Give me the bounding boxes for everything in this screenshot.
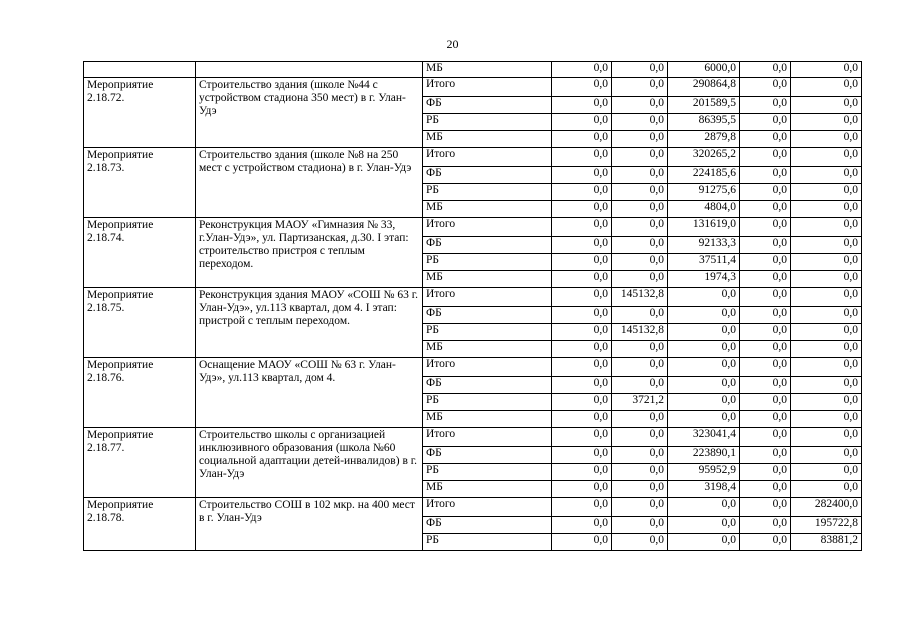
- value-cell: 0,0: [612, 167, 668, 184]
- value-cell: 0,0: [740, 288, 791, 307]
- value-cell: 0,0: [740, 97, 791, 114]
- value-cell: 91275,6: [668, 184, 740, 201]
- value-cell: 0,0: [791, 464, 862, 481]
- table-row: [84, 498, 862, 517]
- value-cell: 0,0: [668, 498, 740, 517]
- value-cell: 0,0: [791, 237, 862, 254]
- funding-source: МБ: [423, 481, 552, 498]
- value-cell: 0,0: [612, 498, 668, 517]
- measure-name: Мероприятие 2.18.74.: [84, 218, 196, 288]
- value-cell: 0,0: [791, 148, 862, 167]
- value-cell: 0,0: [740, 481, 791, 498]
- value-cell: 4804,0: [668, 201, 740, 218]
- funding-source: ФБ: [423, 307, 552, 324]
- value-cell: 0,0: [740, 498, 791, 517]
- value-cell: 0,0: [791, 481, 862, 498]
- value-cell: 0,0: [740, 394, 791, 411]
- value-cell: 0,0: [612, 411, 668, 428]
- value-cell: 0,0: [791, 131, 862, 148]
- value-cell: 0,0: [791, 97, 862, 114]
- value-cell: 0,0: [612, 481, 668, 498]
- value-cell: 0,0: [740, 218, 791, 237]
- value-cell: 0,0: [552, 358, 612, 377]
- value-cell: 0,0: [552, 237, 612, 254]
- funding-source: Итого: [423, 498, 552, 517]
- value-cell: 0,0: [740, 201, 791, 218]
- value-cell: 0,0: [740, 184, 791, 201]
- value-cell: 0,0: [552, 481, 612, 498]
- value-cell: 0,0: [791, 447, 862, 464]
- value-cell: 0,0: [791, 78, 862, 97]
- value-cell: 0,0: [612, 184, 668, 201]
- value-cell: 3721,2: [612, 394, 668, 411]
- value-cell: 0,0: [552, 218, 612, 237]
- budget-table: [83, 61, 862, 551]
- value-cell: 0,0: [552, 534, 612, 551]
- funding-source: ФБ: [423, 377, 552, 394]
- value-cell: 0,0: [552, 517, 612, 534]
- measure-description: Строительство здания (школе №8 на 250 мест с устройством стадиона) в г. Улан-Удэ: [196, 148, 423, 218]
- table-body: [84, 62, 862, 551]
- funding-source: Итого: [423, 78, 552, 97]
- measure-name: Мероприятие 2.18.76.: [84, 358, 196, 428]
- funding-source: РБ: [423, 184, 552, 201]
- value-cell: 0,0: [612, 97, 668, 114]
- value-cell: 0,0: [740, 324, 791, 341]
- value-cell: 0,0: [552, 464, 612, 481]
- value-cell: 0,0: [612, 131, 668, 148]
- funding-source: МБ: [423, 62, 552, 78]
- value-cell: 0,0: [612, 78, 668, 97]
- value-cell: 0,0: [740, 78, 791, 97]
- value-cell: 0,0: [552, 271, 612, 288]
- value-cell: 0,0: [612, 114, 668, 131]
- table-row: [84, 148, 862, 167]
- measure-description: Реконструкция здания МАОУ «СОШ № 63 г. Улан-Удэ», ул.113 квартал, дом 4. I этап: пристрой с теплым переходом.: [196, 288, 423, 358]
- value-cell: 0,0: [740, 358, 791, 377]
- value-cell: 0,0: [791, 62, 862, 78]
- value-cell: 145132,8: [612, 324, 668, 341]
- value-cell: 0,0: [552, 394, 612, 411]
- value-cell: 0,0: [612, 428, 668, 447]
- value-cell: 0,0: [612, 341, 668, 358]
- value-cell: 0,0: [552, 428, 612, 447]
- measure-description: Строительство СОШ в 102 мкр. на 400 мест в г. Улан-Удэ: [196, 498, 423, 551]
- value-cell: 0,0: [612, 62, 668, 78]
- value-cell: 0,0: [791, 184, 862, 201]
- value-cell: 0,0: [668, 411, 740, 428]
- value-cell: 0,0: [740, 341, 791, 358]
- value-cell: 2879,8: [668, 131, 740, 148]
- value-cell: 0,0: [791, 114, 862, 131]
- value-cell: 201589,5: [668, 97, 740, 114]
- value-cell: 0,0: [740, 237, 791, 254]
- value-cell: 37511,4: [668, 254, 740, 271]
- table-row: [84, 428, 862, 447]
- value-cell: 0,0: [791, 394, 862, 411]
- funding-source: МБ: [423, 411, 552, 428]
- value-cell: 0,0: [552, 131, 612, 148]
- value-cell: 0,0: [612, 254, 668, 271]
- value-cell: 0,0: [740, 271, 791, 288]
- measure-name: Мероприятие 2.18.78.: [84, 498, 196, 551]
- value-cell: 323041,4: [668, 428, 740, 447]
- funding-source: РБ: [423, 464, 552, 481]
- funding-source: РБ: [423, 534, 552, 551]
- value-cell: 0,0: [791, 307, 862, 324]
- value-cell: 0,0: [668, 377, 740, 394]
- value-cell: 0,0: [552, 184, 612, 201]
- value-cell: 0,0: [612, 307, 668, 324]
- funding-source: РБ: [423, 394, 552, 411]
- value-cell: 0,0: [791, 271, 862, 288]
- empty-cell: [196, 62, 423, 78]
- value-cell: 0,0: [612, 377, 668, 394]
- value-cell: 224185,6: [668, 167, 740, 184]
- value-cell: 0,0: [791, 377, 862, 394]
- funding-source: ФБ: [423, 237, 552, 254]
- value-cell: 0,0: [612, 201, 668, 218]
- value-cell: 0,0: [740, 534, 791, 551]
- value-cell: 0,0: [668, 307, 740, 324]
- value-cell: 0,0: [668, 358, 740, 377]
- measure-name: Мероприятие 2.18.73.: [84, 148, 196, 218]
- value-cell: 0,0: [552, 341, 612, 358]
- value-cell: 0,0: [612, 271, 668, 288]
- funding-source: Итого: [423, 288, 552, 307]
- value-cell: 6000,0: [668, 62, 740, 78]
- measure-name: Мероприятие 2.18.72.: [84, 78, 196, 148]
- value-cell: 0,0: [740, 517, 791, 534]
- value-cell: 0,0: [740, 307, 791, 324]
- value-cell: 0,0: [552, 114, 612, 131]
- funding-source: РБ: [423, 254, 552, 271]
- value-cell: 0,0: [740, 428, 791, 447]
- value-cell: 0,0: [740, 254, 791, 271]
- value-cell: 0,0: [552, 62, 612, 78]
- value-cell: 0,0: [740, 377, 791, 394]
- value-cell: 0,0: [612, 237, 668, 254]
- page-number: 20: [446, 37, 459, 51]
- table-row: [84, 78, 862, 97]
- value-cell: 1974,3: [668, 271, 740, 288]
- value-cell: 0,0: [668, 288, 740, 307]
- value-cell: 95952,9: [668, 464, 740, 481]
- value-cell: 0,0: [552, 201, 612, 218]
- value-cell: 3198,4: [668, 481, 740, 498]
- value-cell: 0,0: [552, 78, 612, 97]
- value-cell: 0,0: [740, 148, 791, 167]
- table-row: [84, 358, 862, 377]
- value-cell: 83881,2: [791, 534, 862, 551]
- value-cell: 0,0: [791, 358, 862, 377]
- value-cell: 0,0: [552, 307, 612, 324]
- value-cell: 0,0: [612, 464, 668, 481]
- value-cell: 0,0: [668, 534, 740, 551]
- value-cell: 0,0: [791, 218, 862, 237]
- value-cell: 0,0: [552, 97, 612, 114]
- measure-description: Реконструкция МАОУ «Гимназия № 33, г.Улан-Удэ», ул. Партизанская, д.30. I этап: строительство пристроя с теплым переходом.: [196, 218, 423, 288]
- table-row: [84, 218, 862, 237]
- funding-source: Итого: [423, 428, 552, 447]
- value-cell: 0,0: [791, 324, 862, 341]
- value-cell: 0,0: [552, 324, 612, 341]
- measure-description: Оснащение МАОУ «СОШ № 63 г. Улан-Удэ», ул.113 квартал, дом 4.: [196, 358, 423, 428]
- empty-cell: [84, 62, 196, 78]
- value-cell: 0,0: [740, 167, 791, 184]
- value-cell: 0,0: [791, 341, 862, 358]
- value-cell: 0,0: [668, 341, 740, 358]
- value-cell: 0,0: [668, 324, 740, 341]
- value-cell: 282400,0: [791, 498, 862, 517]
- funding-source: ФБ: [423, 447, 552, 464]
- value-cell: 0,0: [552, 377, 612, 394]
- value-cell: 0,0: [552, 254, 612, 271]
- value-cell: 0,0: [552, 498, 612, 517]
- value-cell: 0,0: [612, 358, 668, 377]
- funding-source: РБ: [423, 114, 552, 131]
- value-cell: 320265,2: [668, 148, 740, 167]
- funding-source: Итого: [423, 148, 552, 167]
- value-cell: 0,0: [668, 517, 740, 534]
- funding-source: ФБ: [423, 167, 552, 184]
- value-cell: 0,0: [552, 411, 612, 428]
- value-cell: 0,0: [791, 254, 862, 271]
- funding-source: Итого: [423, 358, 552, 377]
- value-cell: 0,0: [740, 447, 791, 464]
- funding-source: МБ: [423, 271, 552, 288]
- funding-source: РБ: [423, 324, 552, 341]
- measure-name: Мероприятие 2.18.75.: [84, 288, 196, 358]
- value-cell: 0,0: [740, 464, 791, 481]
- value-cell: 92133,3: [668, 237, 740, 254]
- table-row: [84, 62, 862, 78]
- value-cell: 0,0: [612, 534, 668, 551]
- value-cell: 0,0: [612, 517, 668, 534]
- value-cell: 131619,0: [668, 218, 740, 237]
- funding-source: МБ: [423, 131, 552, 148]
- value-cell: 0,0: [552, 148, 612, 167]
- funding-source: ФБ: [423, 517, 552, 534]
- measure-description: Строительство здания (школе №44 с устройством стадиона 350 мест) в г. Улан-Удэ: [196, 78, 423, 148]
- value-cell: 0,0: [612, 148, 668, 167]
- value-cell: 223890,1: [668, 447, 740, 464]
- funding-source: ФБ: [423, 97, 552, 114]
- value-cell: 0,0: [552, 447, 612, 464]
- value-cell: 0,0: [612, 218, 668, 237]
- funding-source: МБ: [423, 341, 552, 358]
- value-cell: 145132,8: [612, 288, 668, 307]
- measure-name: Мероприятие 2.18.77.: [84, 428, 196, 498]
- value-cell: 0,0: [668, 394, 740, 411]
- funding-source: Итого: [423, 218, 552, 237]
- value-cell: 0,0: [552, 167, 612, 184]
- value-cell: 195722,8: [791, 517, 862, 534]
- value-cell: 0,0: [791, 411, 862, 428]
- measure-description: Строительство школы с организацией инклюзивного образования (школа №60 социальной адаптации детей-инвалидов) в г. Улан-Удэ: [196, 428, 423, 498]
- value-cell: 0,0: [740, 114, 791, 131]
- value-cell: 0,0: [552, 288, 612, 307]
- value-cell: 0,0: [740, 62, 791, 78]
- value-cell: 0,0: [612, 447, 668, 464]
- table-row: [84, 288, 862, 307]
- value-cell: 0,0: [791, 167, 862, 184]
- funding-source: МБ: [423, 201, 552, 218]
- value-cell: 0,0: [791, 201, 862, 218]
- value-cell: 0,0: [791, 428, 862, 447]
- value-cell: 0,0: [740, 131, 791, 148]
- value-cell: 0,0: [791, 288, 862, 307]
- value-cell: 86395,5: [668, 114, 740, 131]
- value-cell: 290864,8: [668, 78, 740, 97]
- value-cell: 0,0: [740, 411, 791, 428]
